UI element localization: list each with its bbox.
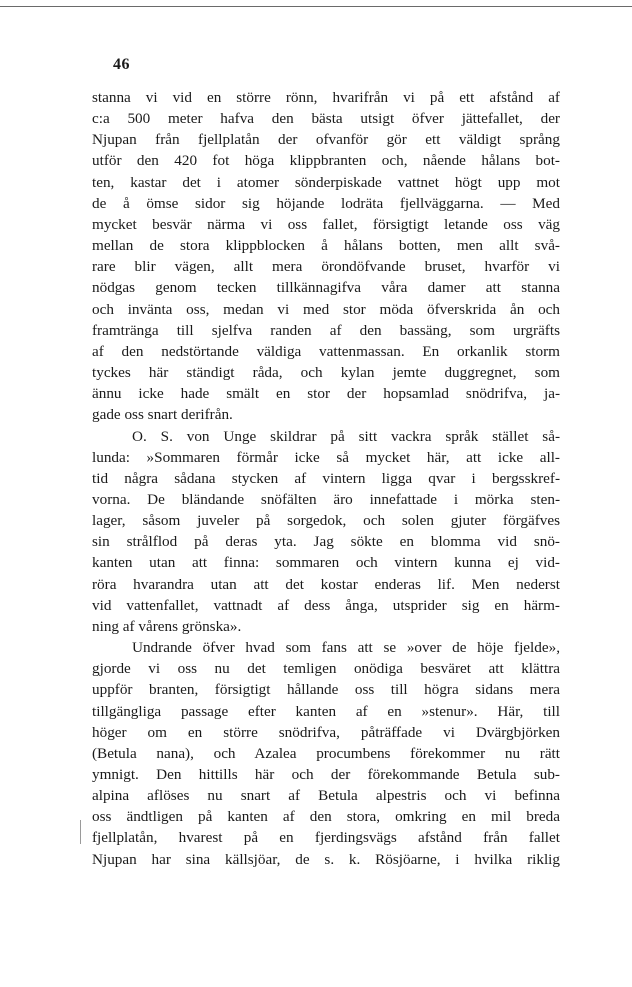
text-line: tid några sådana stycken af vintern ligga qvar i bergsskref- [92,469,560,487]
text-line: mycket besvär närma vi oss fallet, försigtigt letande oss väg [92,215,560,233]
text-line: (Betula nana), och Azalea procumbens förekommer nu rätt [92,744,560,762]
text-line: utför den 420 fot höga klippbranten och, nående hålans bot- [92,152,560,170]
text-line: sin strålflod på deras yta. Jag sökte en blomma vid snö- [92,533,560,551]
text-line: och invänta oss, medan vi med stor möda öfverskrida ån och [92,300,560,318]
text-line: Njupan från fjellplatån der ofvanför gör ett väldigt språng [92,131,560,149]
text-line: af den nedstörtande väldiga vattenmassan. En orkanlik storm [92,342,560,360]
text-line: ymnigt. Den hittills här och der förekommande Betula sub- [92,766,560,783]
text-line: kanten utan att finna: sommaren och vintern kunna ej vid- [92,554,560,572]
text-line: tillgängliga passage efter kanten af en »stenur». Här, till [92,702,560,720]
text-line: Njupan har sina källsjöar, de s. k. Rösjöarne, i hvilka riklig [92,850,560,868]
text-line: ten, kastar det i atomer sönderpiskade vattnet högt upp mot [92,173,560,191]
text-line: de å ömse sidor sig höjande lodräta fjellväggarna. — Med [92,194,560,212]
text-line: lunda: »Sommaren förmår icke så mycket här, att icke all- [92,448,560,466]
text-line: lager, såsom juveler på sorgedok, och solen gjuter förgäfves [92,512,560,530]
text-line: nödgas genom tecken tillkännagifva våra damer att stanna [92,279,560,297]
text-line: rare blir vägen, allt mera örondöfvande bruset, hvarför vi [92,258,560,276]
text-line: framtränga till sjelfva randen af den bassäng, som urgräfts [92,321,560,339]
text-line: gjorde vi oss nu det temligen onödiga besväret att klättra [92,660,560,678]
margin-mark [80,820,81,844]
text-line: stanna vi vid en större rönn, hvarifrån vi på ett afstånd af [92,89,560,106]
text-line: vid vattenfallet, vattnadt af dess ånga, utsprider sig en härm- [92,596,560,614]
text-line: mellan de stora klippblocken å hålans botten, men allt svå- [92,237,560,255]
text-line: röra hvarandra utan att det kostar enderas lif. Men nederst [92,575,560,593]
text-line: Undrande öfver hvad som fans att se »over de höje fjelde», [132,639,560,657]
text-line: ännu icke hade smält en stor der hopsamlad snödrifva, ja- [92,385,560,403]
text-line: vorna. De bländande snöfälten äro innefattade i mörka sten- [92,490,560,508]
text-line: höger om en större snödrifva, påträffade vi Dvärgbjörken [92,723,560,741]
text-line: c:a 500 meter hafva den bästa utsigt öfver jättefallet, der [92,110,560,128]
top-rule [0,6,632,7]
body-text [92,87,560,870]
text-line: tyckes här ständigt råda, och kylan jemte duggregnet, som [92,364,560,382]
text-line: fjellplatån, hvarest på en fjerdingsvägs afstånd från fallet [92,829,560,847]
text-line: ning af vårens grönska». [92,617,242,635]
text-line: O. S. von Unge skildrar på sitt vackra språk stället så- [132,427,560,445]
text-line: gade oss snart derifrån. [92,406,233,424]
text-line: uppför branten, försigtigt hållande oss till högra sidans mera [92,681,560,699]
page-number: 46 [113,56,130,73]
text-line: alpina aflöses nu snart af Betula alpestris och vi befinna [92,787,560,805]
text-line: oss ändtligen på kanten af den stora, omkring en mil breda [92,808,560,826]
